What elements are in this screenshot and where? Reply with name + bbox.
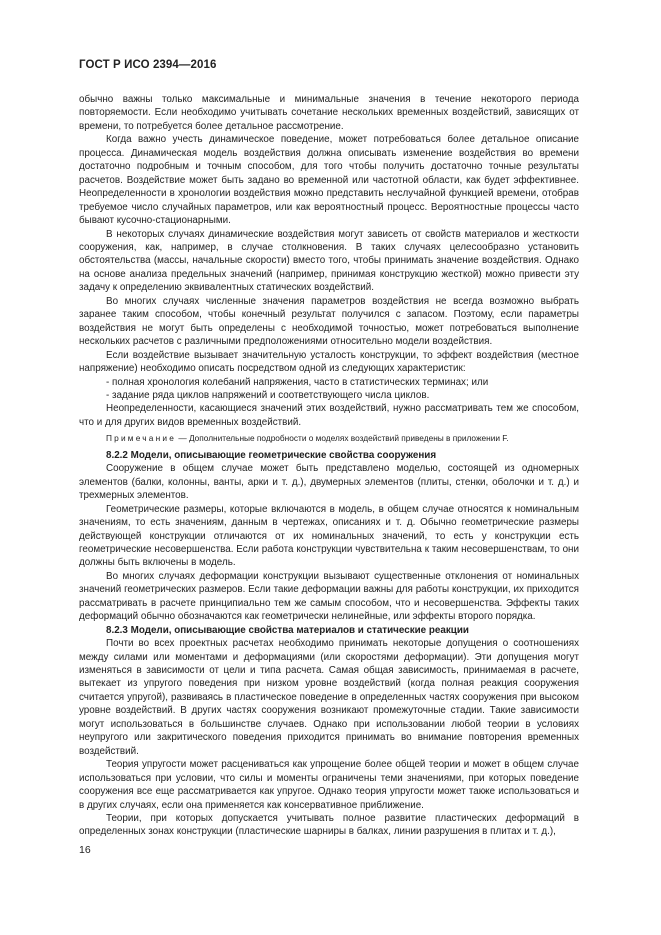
paragraph: В некоторых случаях динамические воздействия могут зависеть от свойств материалов и жесткости сооружения, как, например, в случае столкновения. В таких случаях целесообразно установить обстоятельства (массы, начальные скорости) вместо того, чтобы принимать значение воздействия. Однако на основе анализа предельных значений (например, принимая конструкцию жесткой) можно привести эту задачу к определению эквивалентных статических воздействий. (79, 228, 579, 294)
section-heading: 8.2.2 Модели, описывающие геометрические свойства сооружения (106, 449, 437, 461)
paragraph: Сооружение в общем случае может быть представлено моделью, состоящей из одномерных элементов (балки, колонны, ванты, арки и т. д.), двумерных элементов (плиты, стенки, оболочки и т. д.) и трехмерных элементов. (79, 463, 579, 502)
list-item: - полная хронология колебаний напряжения, часто в статистических терминах; или (106, 376, 489, 388)
list-item: - задание ряда циклов напряжений и соответствующего числа циклов. (106, 389, 430, 401)
paragraph: обычно важны только максимальные и минимальные значения в течение некоторого периода повторяемости. Если необходимо учитывать сочетание нескольких временных воздействий, зависящих от времени, то потребуется более детальное рассмотрение. (79, 94, 579, 132)
paragraph: Почти во всех проектных расчетах необходимо принимать некоторые допущения о соотношениях между силами или моментами и деформациями (или скоростями деформации). Эти допущения могут изменяться в зависимости от цели и типа расчета. Самая общая зависимость, принимаемая в расчете, вытекает из упругого поведения при низком уровне воздействий (когда полная реакция сооружения считается упругой), развиваясь в пластическое поведение в определенных частях сооружения при высоком уровне воздействий. В других частях сооружения возникают промежуточные стадии. Такие зависимости могут использоваться в большинстве случаев. Однако при использовании любой теории в условиях неупругого или закритического поведения приходится принимать во внимание повторения временных воздействий. (79, 638, 579, 757)
document-header: ГОСТ Р ИСО 2394—2016 (79, 59, 217, 71)
note-text: — Дополнительные подробности о моделях воздействий приведены в приложении F. (176, 433, 509, 444)
paragraph: Неопределенности, касающиеся значений этих воздействий, нужно рассматривать тем же способом, что и для других видов временных воздействий. (79, 403, 579, 428)
paragraph: Если воздействие вызывает значительную усталость конструкции, то эффект воздействия (местное напряжение) необходимо описать посредством одной из следующих характеристик: (79, 349, 579, 375)
section-heading: 8.2.3 Модели, описывающие свойства материалов и статические реакции (106, 624, 469, 636)
note (79, 432, 579, 445)
page-number: 16 (79, 844, 91, 856)
paragraph: Во многих случаях деформации конструкции вызывают существенные отклонения от номинальных значений геометрических размеров. Если такие деформации важны для работы конструкции, их приходится рассматривать в расчете принципиально тем же самым способом, что и несовершенства. Эффекты таких деформаций обычно обозначаются как геометрически нелинейные, или эффекты второго порядка. (79, 570, 579, 623)
document-body (79, 93, 579, 839)
paragraph: Во многих случаях численные значения параметров воздействия не всегда возможно выбрать заранее таким способом, чтобы конечный результат получился с запасом. Поэтому, если параметры воздействия не могут быть определены с необходимой точностью, может потребоваться выполнение нескольких расчетов с различными предположениями относительно модели воздействия. (79, 295, 579, 348)
paragraph: Геометрические размеры, которые включаются в модель, в общем случае относятся к номинальным значениям, то есть значениям, данным в чертежах, описаниях и т. д. Обычно геометрические размеры действующей конструкции отличаются от их номинальных значений, то есть у конструкции есть геометрические несовершенства. Если работа конструкции чувствительна к таким несовершенствам, то они должны быть включены в модель. (79, 503, 579, 569)
paragraph: Когда важно учесть динамическое поведение, может потребоваться более детальное описание процесса. Динамическая модель воздействия должна описывать изменение воздействия во времени достаточно подробным и точным способом, для того чтобы получить достаточно точные результаты расчетов. Воздействие может быть задано во временной или частотной области, как будет эффективнее. Неопределенности в хронологии воздействия можно представить неслучайной функцией времени, отобрав требуемое число случайных параметров, или как вероятностный процесс. Вероятностные процессы часто бывают кусочно-стационарными. (79, 134, 579, 227)
paragraph: Теории, при которых допускается учитывать полное развитие пластических деформаций в определенных зонах конструкции (пластические шарниры в балках, линии разрушения в плитах и т. д.), (79, 813, 579, 838)
paragraph: Теория упругости может расцениваться как упрощение более общей теории и может в общем случае использоваться при условии, что силы и моменты ограничены теми значениями, при которых поведение сооружения все еще рассматривается как упругое. Однако теория упругости может также использоваться и в других случаях, если она применяется как консервативное приближение. (79, 759, 579, 811)
note-label: Примечание (106, 433, 177, 444)
